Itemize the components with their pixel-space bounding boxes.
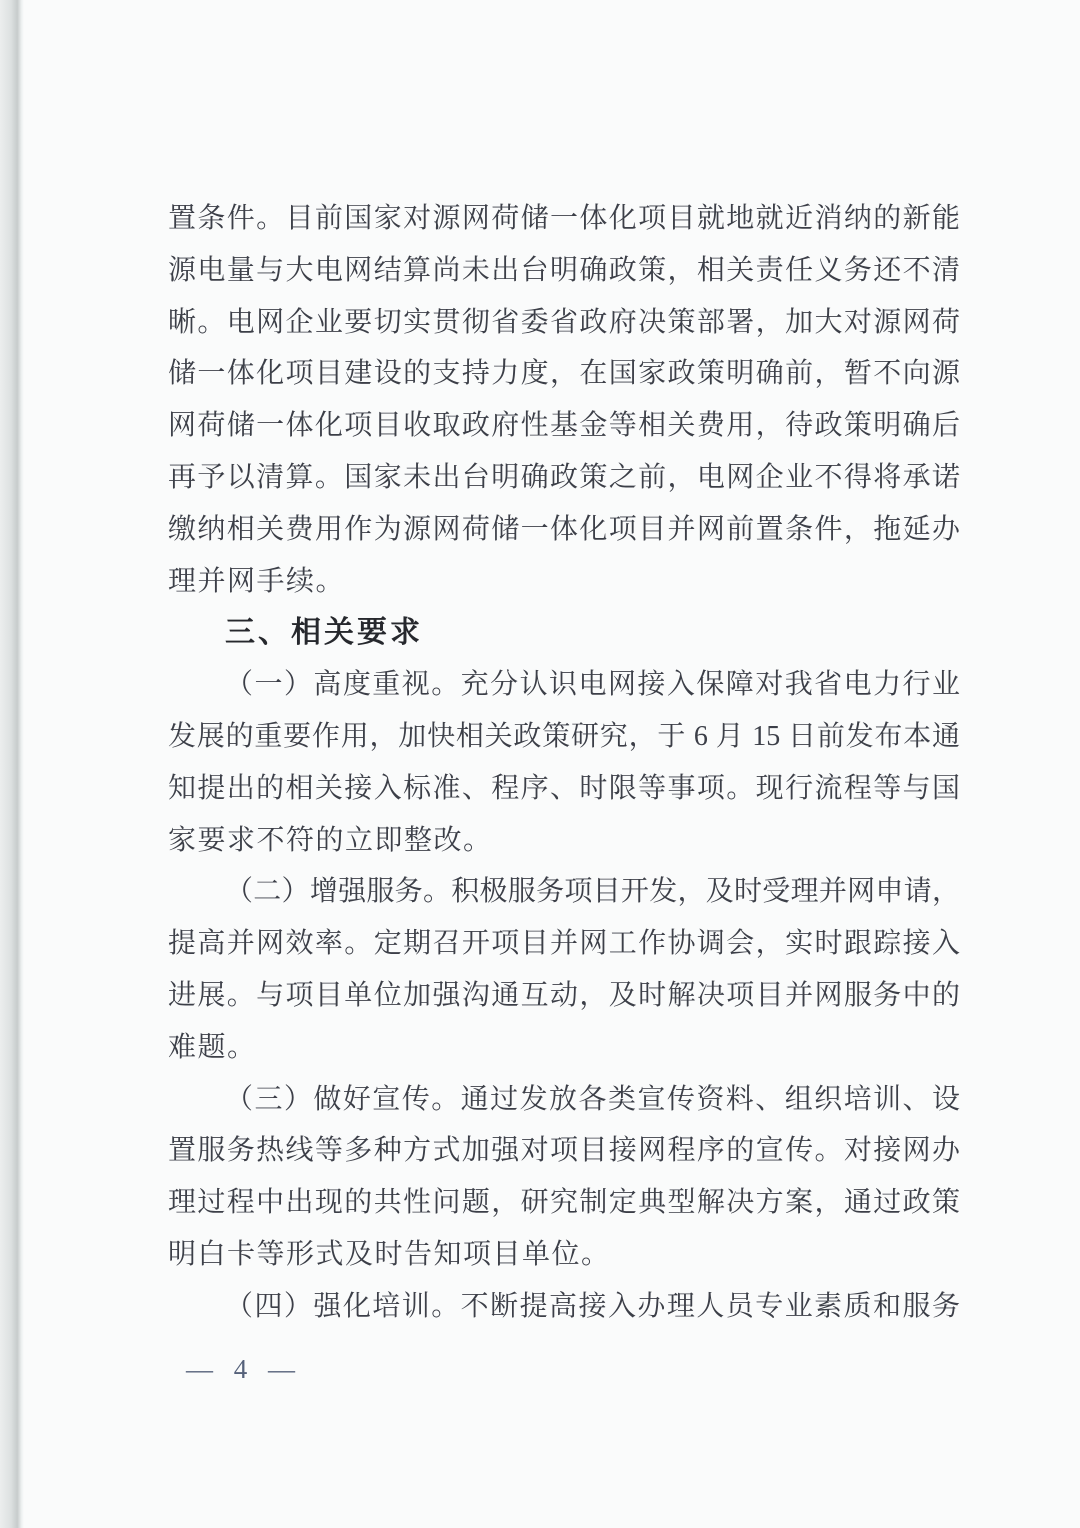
text-block	[168, 193, 960, 1333]
body-line: 难题。	[168, 1031, 257, 1063]
body-line: 再予以清算。国家未出台明确政策之前，电网企业不得将承诺	[168, 461, 960, 493]
body-line: 发展的重要作用，加快相关政策研究，于 6 月 15 日前发布本通	[168, 720, 960, 752]
body-line: （二）增强服务。积极服务项目开发，及时受理并网申请，	[225, 876, 960, 908]
scan-edge-shadow	[0, 0, 24, 1528]
body-line: 进展。与项目单位加强沟通互动，及时解决项目并网服务中的	[168, 979, 960, 1011]
body-line: 家要求不符的立即整改。	[168, 824, 493, 856]
body-line: 理过程中出现的共性问题，研究制定典型解决方案，通过政策	[168, 1187, 960, 1219]
body-line: 网荷储一体化项目收取政府性基金等相关费用，待政策明确后	[168, 410, 960, 442]
body-line: 储一体化项目建设的支持力度，在国家政策明确前，暂不向源	[168, 358, 960, 390]
page-number: — 4 —	[186, 1354, 302, 1384]
body-line: （一）高度重视。充分认识电网接入保障对我省电力行业	[225, 669, 960, 701]
body-line: 晰。电网企业要切实贯彻省委省政府决策部署，加大对源网荷	[168, 306, 960, 338]
body-line: 知提出的相关接入标准、程序、时限等事项。现行流程等与国	[168, 772, 960, 804]
body-line: 明白卡等形式及时告知项目单位。	[168, 1238, 611, 1270]
body-line: （四）强化培训。不断提高接入办理人员专业素质和服务	[225, 1290, 960, 1322]
body-line: 置条件。目前国家对源网荷储一体化项目就地就近消纳的新能	[168, 203, 960, 234]
body-line: 理并网手续。	[168, 565, 346, 597]
body-line: 源电量与大电网结算尚未出台明确政策，相关责任义务还不清	[168, 254, 960, 286]
body-line: 提高并网效率。定期召开项目并网工作协调会，实时跟踪接入	[168, 928, 960, 960]
body-line: （三）做好宣传。通过发放各类宣传资料、组织培训、设	[225, 1083, 960, 1115]
body-line: 置服务热线等多种方式加强对项目接网程序的宣传。对接网办	[168, 1135, 960, 1167]
body-line: 缴纳相关费用作为源网荷储一体化项目并网前置条件，拖延办	[168, 513, 960, 545]
section-heading: 三、相关要求	[225, 616, 423, 650]
